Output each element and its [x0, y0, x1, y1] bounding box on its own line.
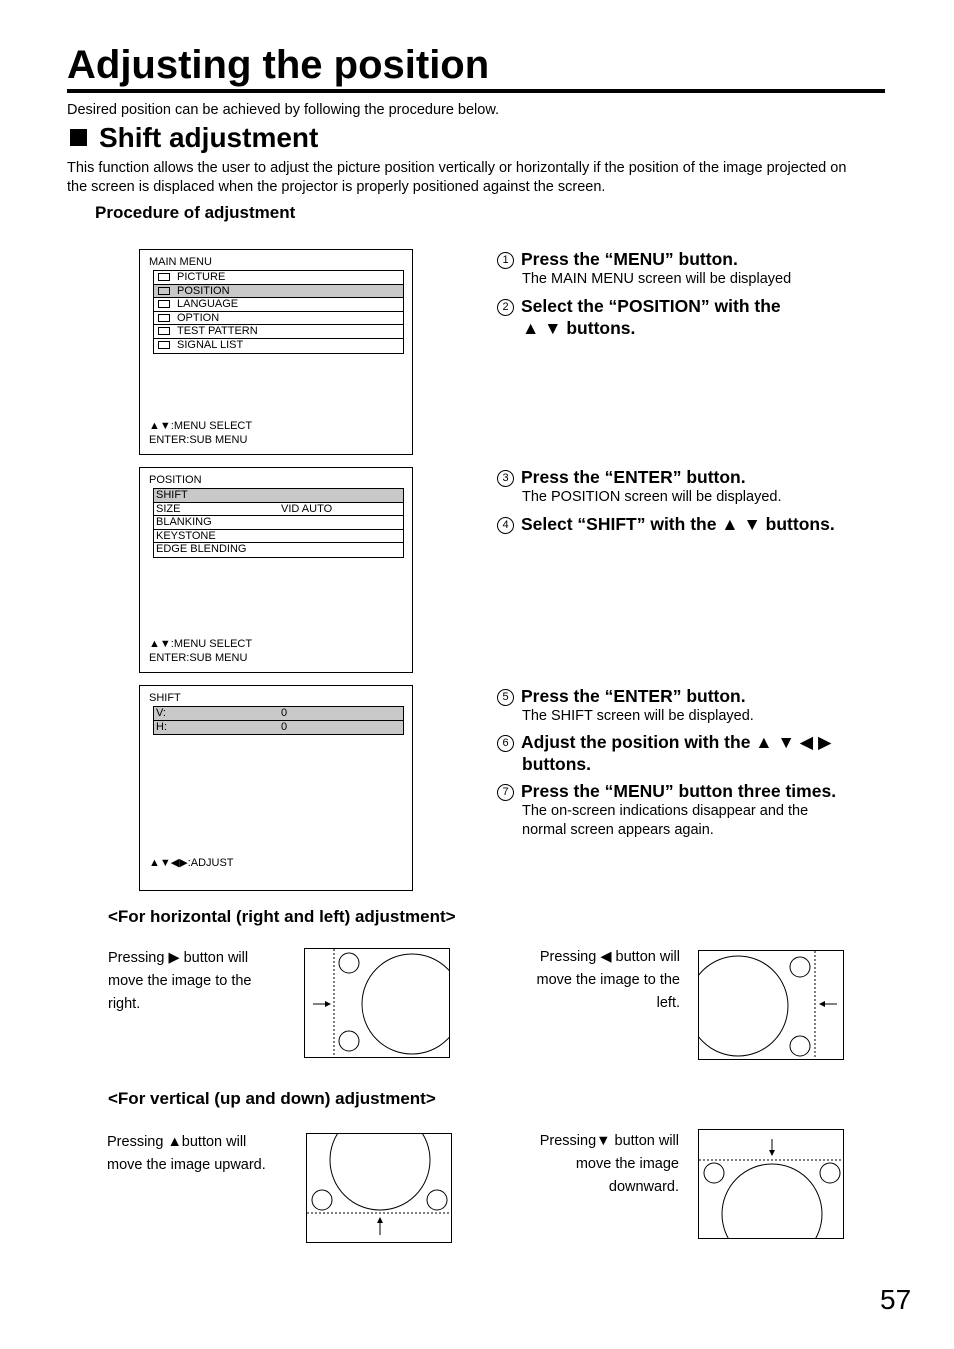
step-number: 2 — [497, 299, 514, 316]
step-number: 5 — [497, 689, 514, 706]
menu-item-edge-blending[interactable]: EDGE BLENDING — [156, 543, 247, 556]
menu-item-shift[interactable]: SHIFT — [154, 489, 403, 503]
menu-item-test-pattern[interactable]: TEST PATTERN — [154, 325, 403, 339]
menu-item-size[interactable]: SIZE VID AUTO — [154, 503, 403, 517]
up-shift-diagram — [306, 1133, 452, 1243]
intro-text: Desired position can be achieved by following the procedure below. — [67, 102, 500, 118]
position-menu-screen — [139, 467, 413, 673]
right-shift-text: Pressing ▶ button will move the image to the right. — [108, 950, 252, 1012]
section-title: Shift adjustment — [99, 122, 319, 153]
screen-footer-select: ▲▼:MENU SELECT — [149, 638, 253, 650]
square-bullet-icon — [70, 129, 87, 146]
screen-footer-enter: ENTER:SUB MENU — [149, 652, 248, 664]
step-2: 2 Select the “POSITION” with the ▲ ▼ buttons. — [497, 295, 781, 339]
step-6: 6 Adjust the position with the ▲ ▼ ◀ ▶ buttons. — [497, 731, 831, 775]
screen-title: POSITION — [149, 474, 202, 486]
shift-menu-screen — [139, 685, 413, 891]
title-rule — [67, 89, 885, 93]
step-1: 1 Press the “MENU” button. The MAIN MENU screen will be displayed — [497, 248, 791, 289]
menu-item-blanking[interactable]: BLANKING — [154, 516, 403, 530]
screen-footer-enter: ENTER:SUB MENU — [149, 434, 248, 446]
left-shift-diagram — [698, 950, 844, 1060]
screen-title: SHIFT — [149, 692, 181, 704]
up-shift-text: Pressing ▲button will move the image upward. — [107, 1134, 266, 1173]
main-menu-list — [153, 270, 404, 354]
screen-footer-adjust: ▲▼◀▶:ADJUST — [149, 857, 234, 869]
step-number: 7 — [497, 784, 514, 801]
screen-title: MAIN MENU — [149, 256, 212, 268]
vertical-heading: <For vertical (up and down) adjustment> — [108, 1089, 436, 1108]
language-icon — [158, 300, 170, 308]
page-number: 57 — [880, 1284, 912, 1315]
right-shift-diagram — [304, 948, 450, 1058]
menu-item-position[interactable]: POSITION — [154, 285, 403, 299]
step-number: 4 — [497, 517, 514, 534]
step-4: 4 Select “SHIFT” with the ▲ ▼ buttons. — [497, 513, 835, 535]
shift-v-value: 0 — [281, 707, 288, 719]
down-shift-text: Pressing▼ button will move the image downward. — [539, 1133, 679, 1195]
menu-item-language[interactable]: LANGUAGE — [154, 298, 403, 312]
down-shift-diagram — [698, 1129, 844, 1239]
section-heading — [70, 120, 318, 156]
menu-item-picture[interactable]: PICTURE — [154, 271, 403, 285]
main-menu-screen — [139, 249, 413, 455]
position-menu-list — [153, 488, 404, 558]
screen-footer-select: ▲▼:MENU SELECT — [149, 420, 253, 432]
option-icon — [158, 314, 170, 322]
step-5: 5 Press the “ENTER” button. The SHIFT screen will be displayed. — [497, 685, 754, 726]
section-description: This function allows the user to adjust the picture position vertically or horizontally if the position of the image projected on the screen is displaced when the projector is properly positioned against the screen. — [67, 160, 847, 195]
picture-icon — [158, 273, 170, 281]
page-title: Adjusting the position — [67, 43, 490, 87]
shift-menu-list — [153, 706, 404, 735]
position-icon — [158, 287, 170, 295]
left-shift-text: Pressing ◀ button will move the image to the left. — [536, 949, 680, 1011]
step-7: 7 Press the “MENU” button three times. The on-screen indications disappear and the normal screen appears again. — [497, 780, 836, 840]
step-3: 3 Press the “ENTER” button. The POSITION screen will be displayed. — [497, 466, 782, 507]
step-number: 1 — [497, 252, 514, 269]
menu-item-keystone[interactable]: KEYSTONE — [154, 530, 403, 544]
shift-h-value: 0 — [281, 720, 288, 733]
procedure-heading: Procedure of adjustment — [95, 203, 296, 222]
step-number: 3 — [497, 470, 514, 487]
test-pattern-icon — [158, 327, 170, 335]
menu-item-option[interactable]: OPTION — [154, 312, 403, 326]
step-number: 6 — [497, 735, 514, 752]
size-value: VID AUTO — [281, 502, 333, 515]
menu-item-signal-list[interactable]: SIGNAL LIST — [154, 339, 403, 353]
signal-list-icon — [158, 341, 170, 349]
horizontal-heading: <For horizontal (right and left) adjustment> — [108, 907, 456, 926]
shift-v-row[interactable]: V: 0 — [154, 707, 403, 721]
shift-h-row[interactable]: H: 0 — [154, 721, 403, 735]
